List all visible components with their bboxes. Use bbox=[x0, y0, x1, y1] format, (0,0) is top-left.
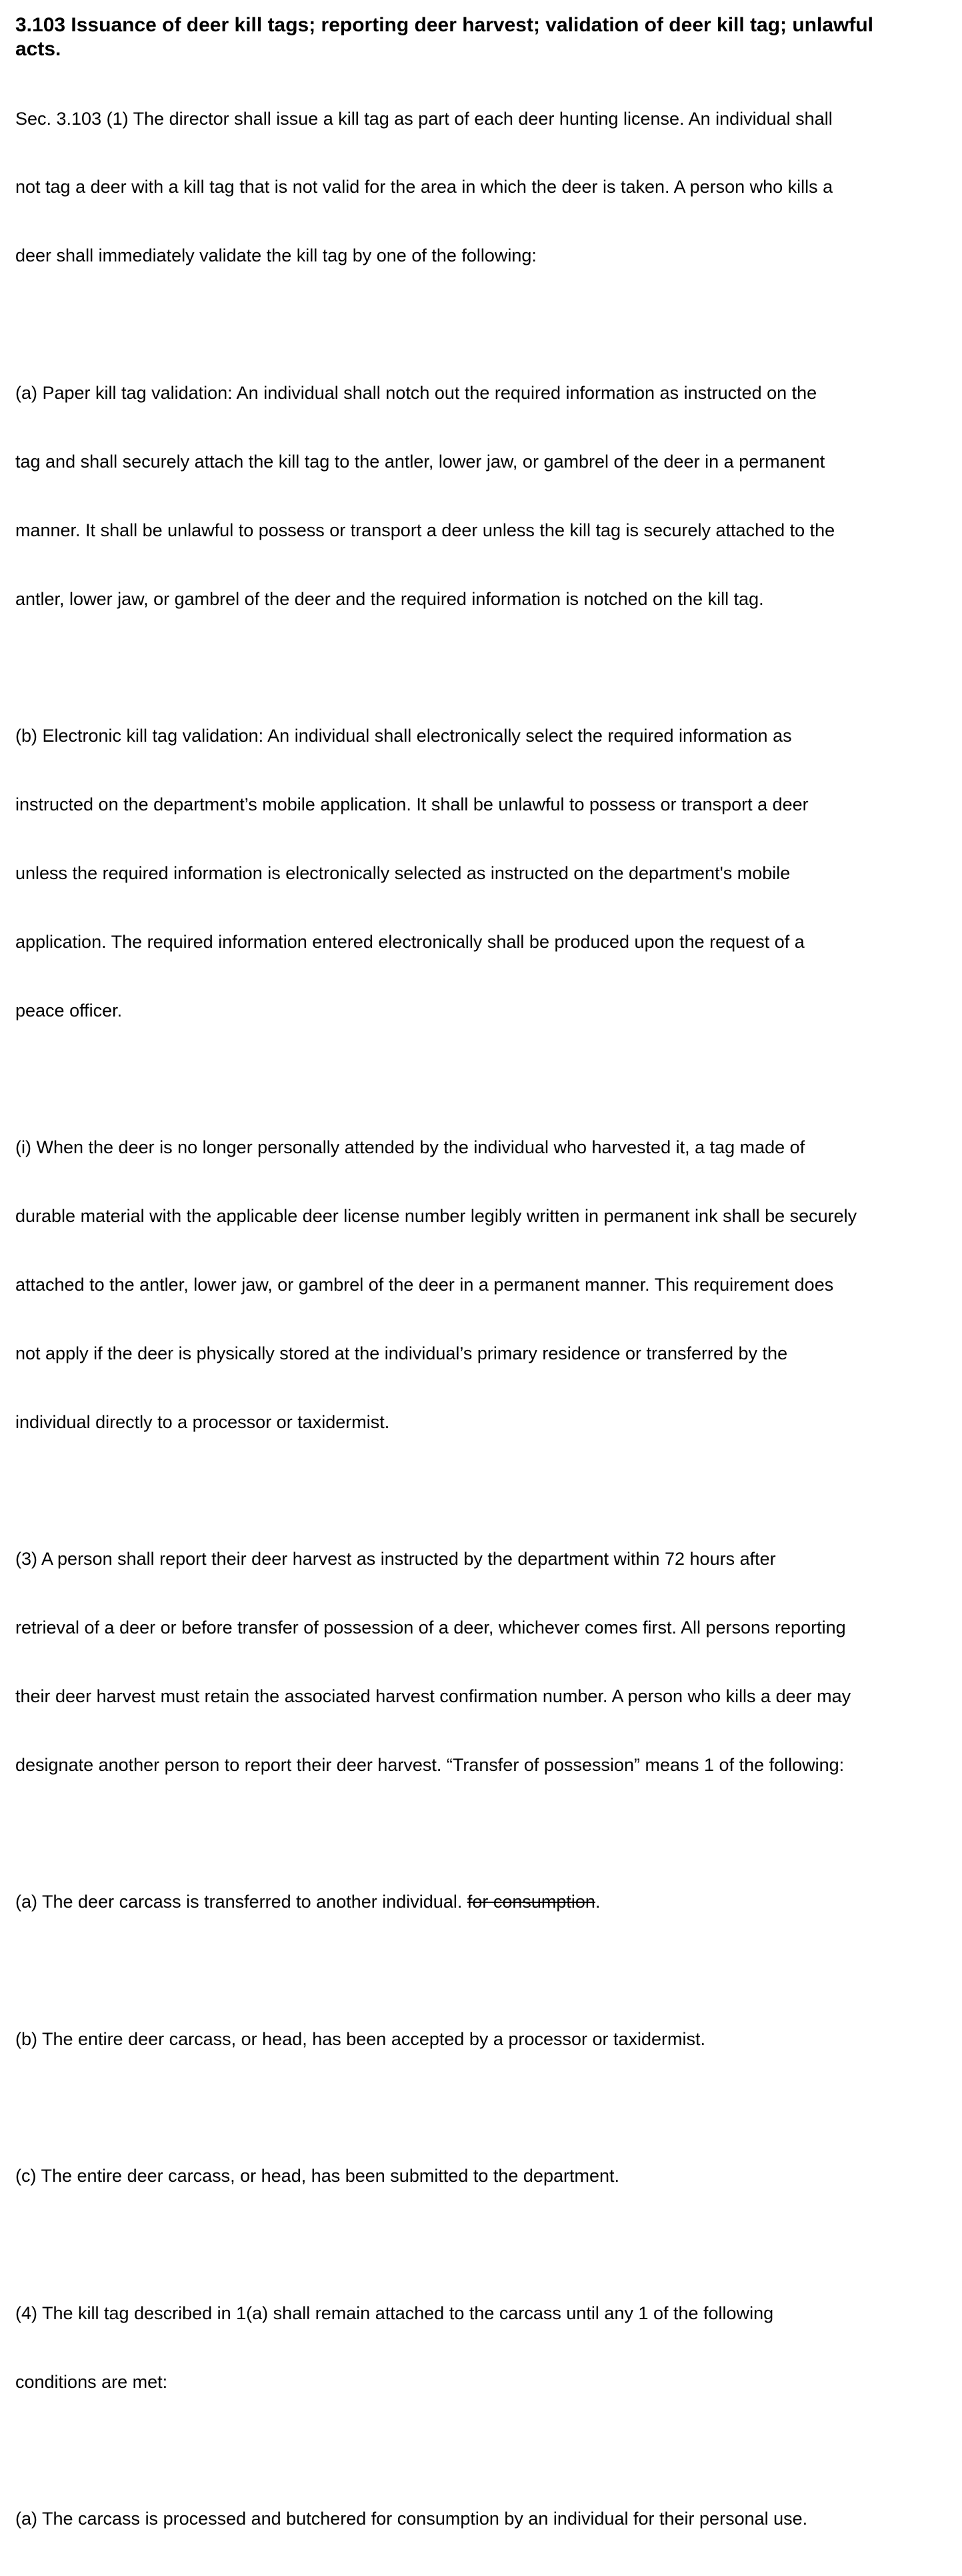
transfer-a-period: . bbox=[595, 1892, 601, 1912]
paragraph-condition-a bbox=[15, 2462, 962, 2576]
paragraph-line: instructed on the department’s mobile application. It shall be unlawful to possess or transport a deer bbox=[15, 794, 809, 814]
paragraph-line: (c) The entire deer carcass, or head, has been submitted to the department. bbox=[15, 2166, 620, 2186]
paragraph-line: (b) Electronic kill tag validation: An individual shall electronically select the required information as bbox=[15, 726, 792, 746]
paragraph-line: retrieval of a deer or before transfer of possession of a deer, whichever comes first. All persons reporting bbox=[15, 1618, 846, 1638]
paragraph-line: (a) The carcass is processed and butchered for consumption by an individual for their personal use. bbox=[15, 2509, 808, 2529]
paragraph-line: deer shall immediately validate the kill tag by one of the following: bbox=[15, 245, 537, 266]
paragraph-line: (4) The kill tag described in 1(a) shall remain attached to the carcass until any 1 of the following bbox=[15, 2303, 774, 2323]
paragraph-line: antler, lower jaw, or gambrel of the deer and the required information is notched on the kill tag. bbox=[15, 588, 764, 609]
paragraph-line: Sec. 3.103 (1) The director shall issue a kill tag as part of each deer hunting license. An individual shall bbox=[15, 108, 833, 129]
paragraph-line: their deer harvest must retain the associated harvest confirmation number. A person who kills a deer may bbox=[15, 1686, 851, 1706]
transfer-a-text: (a) The deer carcass is transferred to another individual. bbox=[15, 1892, 467, 1912]
paragraph-kill-tag-remain bbox=[15, 2256, 962, 2439]
paragraph-line: attached to the antler, lower jaw, or gambrel of the deer in a permanent manner. This requirement does bbox=[15, 1274, 834, 1295]
paragraph-line: not apply if the deer is physically stored at the individual’s primary residence or transferred by the bbox=[15, 1343, 788, 1363]
paragraph-line: (3) A person shall report their deer harvest as instructed by the department within 72 hours after bbox=[15, 1549, 776, 1569]
paragraph-unattended-deer bbox=[15, 1090, 962, 1479]
paragraph-line: not tag a deer with a kill tag that is not valid for the area in which the deer is taken. A person who kills a bbox=[15, 177, 833, 197]
paragraph-line: manner. It shall be unlawful to possess or transport a deer unless the kill tag is securely attached to the bbox=[15, 520, 835, 540]
paragraph-line: application. The required information entered electronically shall be produced upon the request of a bbox=[15, 931, 805, 952]
paragraph-transfer-c bbox=[15, 2119, 962, 2233]
paragraph-line: designate another person to report their deer harvest. “Transfer of possession” means 1 of the following: bbox=[15, 1754, 845, 1775]
section-heading: 3.103 Issuance of deer kill tags; reporting deer harvest; validation of deer kill tag; unlawful acts. bbox=[15, 14, 874, 60]
paragraph-line: peace officer. bbox=[15, 1000, 123, 1021]
paragraph-line: unless the required information is electronically selected as instructed on the department's mobile bbox=[15, 862, 791, 883]
paragraph-electronic-kill-tag bbox=[15, 678, 962, 1067]
paragraph-line bbox=[15, 1890, 962, 1913]
paragraph-line: tag and shall securely attach the kill tag to the antler, lower jaw, or gambrel of the deer in a permanent bbox=[15, 451, 825, 472]
struck-text: for consumption bbox=[467, 1892, 595, 1912]
paragraph-line: (i) When the deer is no longer personally attended by the individual who harvested it, a tag made of bbox=[15, 1137, 805, 1158]
paragraph-transfer-a bbox=[15, 1845, 962, 1959]
paragraph-paper-kill-tag bbox=[15, 336, 962, 656]
paragraph-line: (b) The entire deer carcass, or head, has been accepted by a processor or taxidermist. bbox=[15, 2028, 706, 2049]
paragraph-line: (a) Paper kill tag validation: An individual shall notch out the required information as instructed on the bbox=[15, 382, 817, 403]
paragraph-line: individual directly to a processor or taxidermist. bbox=[15, 1411, 390, 1432]
paragraph-line: conditions are met: bbox=[15, 2371, 168, 2392]
paragraph-sec-3-103-1 bbox=[15, 61, 962, 313]
paragraph-transfer-b bbox=[15, 1982, 962, 2096]
paragraph-report-harvest bbox=[15, 1502, 962, 1822]
paragraph-line: durable material with the applicable deer license number legibly written in permanent ink shall be securely bbox=[15, 1205, 857, 1226]
document-page bbox=[15, 13, 962, 2576]
